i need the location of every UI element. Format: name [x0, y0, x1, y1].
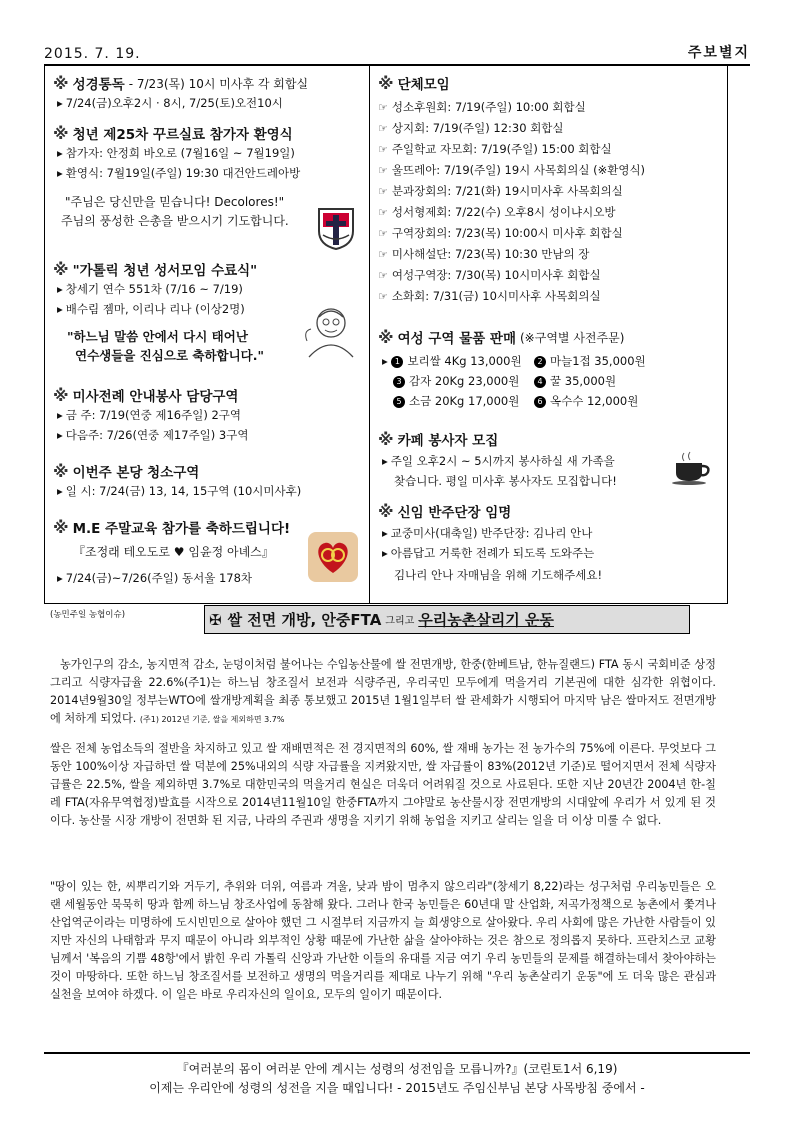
- essay-section: [44, 604, 726, 1048]
- list-item: ☞ 미사해설단: 7/23(목) 10:30 만남의 장: [378, 244, 727, 265]
- section-title: 성경통독: [72, 77, 125, 93]
- hand-pointer-icon: ☞: [378, 164, 388, 177]
- section-detail: - 7/23(목) 10시 미사후 각 회합실: [128, 76, 309, 91]
- section-title: 여성 구역 물품 판매: [397, 331, 516, 347]
- section-title: 단체모임: [397, 77, 450, 93]
- triangle-bullet-icon: ▸: [57, 96, 63, 110]
- list-item: ☞ 소화회: 7/31(금) 10시미사후 사목회의실: [378, 286, 727, 307]
- list-item: ▸ 7/24(금)~7/26(주일) 동서울 178차: [57, 571, 253, 585]
- triangle-bullet-icon: ▸: [57, 302, 63, 316]
- triangle-bullet-icon: ▸: [57, 484, 63, 498]
- group-list: [378, 97, 727, 307]
- section-title: 미사전례 안내봉사 담당구역: [72, 389, 239, 405]
- sparkle-cross-icon: ※: [53, 385, 69, 405]
- list-item: ▸ 주일 오후2시 ~ 5시까지 봉사하실 새 가족을: [382, 454, 615, 468]
- sparkle-cross-icon: ※: [53, 517, 69, 537]
- hand-pointer-icon: ☞: [378, 206, 388, 219]
- page-header: [44, 38, 750, 66]
- triangle-bullet-icon: ▸: [382, 526, 388, 540]
- list-item: ☞ 구역장회의: 7/23(목) 10:00시 미사후 회합실: [378, 223, 727, 244]
- list-item: ▸ 교중미사(대축일) 반주단장: 김나리 안나: [382, 526, 593, 540]
- section-mass-guide: [53, 385, 369, 445]
- sparkle-cross-icon: ※: [53, 259, 69, 279]
- section-groups: [378, 73, 727, 307]
- list-item: ▸ 아름답고 거룩한 전례가 되도록 도와주는: [382, 546, 595, 560]
- essay-paragraph: 농가인구의 감소, 농지면적 감소, 눈덩이처럼 불어나는 수입농산물에 쌀 전면개방, 한중(한베트남, 한뉴질랜드) FTA 동시 국회비준 상정 그리고 식량자급율 22.6%(주1)는 하느님 창조질서 보전과 식량주권, 우리국민 모두에게 먹을거리 기본권에 대한 심각한 위협이다. 2014년9월30일 정부는WTO에 쌀개방계획을 최종 통보했고 2015년 1월1일부터 쌀 관세화가 시행되어 마지막 남은 쌀마저도 전면개방에 처하게 되었다. (주1) 2012년 기준, 쌀을 제외하면 3.7%: [50, 658, 716, 725]
- section-title: M.E 주말교육 참가를 축하드립니다!: [72, 521, 291, 537]
- list-item: ▸ 참가자: 안정희 바오로 (7월16일 ~ 7월19일): [57, 146, 295, 160]
- triangle-bullet-icon: ▸: [57, 146, 63, 160]
- section-detail: (※구역별 사전주문): [520, 330, 625, 345]
- hand-pointer-icon: ☞: [378, 143, 388, 156]
- product-row: 3 감자 20Kg 23,000원 4 꿀 35,000원: [382, 371, 727, 391]
- product-row: ▸ 1 보리쌀 4Kg 13,000원 2 마늘1접 35,000원: [382, 354, 646, 368]
- quote-line: 주님의 풍성한 은총을 받으시기 기도합니다.: [61, 214, 289, 228]
- list-item: 김나리 안나 자매님을 위해 기도해주세요!: [394, 568, 603, 582]
- triangle-bullet-icon: ▸: [382, 454, 388, 468]
- coffee-cup-icon: [670, 451, 714, 485]
- sparkle-cross-icon: ※: [378, 501, 394, 521]
- right-column: [370, 65, 727, 603]
- product-row: 5 소금 20Kg 17,000원 6 옥수수 12,000원: [382, 391, 727, 411]
- essay-paragraph: 쌀은 전체 농업소득의 절반을 차지하고 있고 쌀 재배면적은 전 경지면적의 60%, 쌀 재배 농가는 전 농가수의 75%에 이른다. 무엇보다 그동안 100%이상 자급하던 쌀 덕분에 25%내외의 식량 자급률을 지켜왔지만, 쌀 자급률이 83%(2012년 기준)로 떨어지면서 전체 식량자급률은 22.5%, 쌀을 제외하면 3.7%로 대한민국의 먹을거리 현실은 더욱더 어려워질 것으로 사료된다. 또한 지난 20년간 2004년 한-칠레 FTA(자유무역협정)발효를 시작으로 2014년11월10일 한중FTA까지 그야말로 농산물시장 전면개방의 시대앞에 우리가 서 있게 된 것이다. 농산물 시장 개방이 전면화 된 지금, 나라의 주권과 생명을 지키기 위해 농업을 지키고 살리는 일을 더 이상 미룰 수 없다.: [50, 742, 716, 827]
- list-item: ☞ 여성구역장: 7/30(목) 10시미사후 회합실: [378, 265, 727, 286]
- list-item: ▸ 일 시: 7/24(금) 13, 14, 15구역 (10시미사후): [57, 484, 302, 498]
- list-item: ▸ 금 주: 7/19(연중 제16주일) 2구역: [57, 408, 242, 422]
- list-item: ☞ 울뜨레아: 7/19(주일) 19시 사목회의실 (※환영식): [378, 160, 727, 181]
- heart-icon: ♥: [173, 545, 185, 559]
- list-item: ☞ 성서형제회: 7/22(수) 오후8시 성이냐시오방: [378, 202, 727, 223]
- quote-line: "하느님 말씀 안에서 다시 태어난: [67, 329, 248, 344]
- issue-date: 2015. 7. 19.: [44, 46, 141, 62]
- list-item: ☞ 주일학교 자모회: 7/19(주일) 15:00 회합실: [378, 139, 727, 160]
- list-item: ▸ 환영식: 7월19일(주일) 19:30 대건안드레아방: [57, 166, 301, 180]
- sparkle-cross-icon: ※: [378, 327, 394, 347]
- list-item: ☞ 상지회: 7/19(주일) 12:30 회합실: [378, 118, 727, 139]
- list-item: ▸ 다음주: 7/26(연중 제17주일) 3구역: [57, 428, 249, 442]
- left-column: [45, 65, 370, 603]
- sparkle-cross-icon: ※: [378, 429, 394, 449]
- essay-tag: (농민주일 농협이슈): [50, 610, 126, 620]
- triangle-bullet-icon: ▸: [57, 571, 63, 585]
- section-title: 신임 반주단장 임명: [397, 505, 512, 521]
- hand-pointer-icon: ☞: [378, 248, 388, 261]
- footer-motto: 이제는 우리안에 성령의 성전을 지을 때입니다! - 2015년도 주임신부님 본당 사목방침 중에서 -: [149, 1081, 645, 1095]
- essay-title: ✠ 쌀 전면 개방, 안중FTA 그리고 우리농촌살리기 운동: [204, 605, 690, 634]
- section-title: 카페 봉사자 모집: [397, 433, 499, 449]
- triangle-bullet-icon: ▸: [57, 166, 63, 180]
- section-title: 이번주 본당 청소구역: [72, 465, 200, 481]
- list-item: ▸ 창세기 연수 551차 (7/16 ~ 7/19): [57, 282, 243, 296]
- publication-name: 주보별지: [687, 45, 750, 61]
- triangle-bullet-icon: ▸: [57, 408, 63, 422]
- list-item: ▸ 7/24(금)오후2시 · 8시, 7/25(토)오전10시: [57, 96, 283, 110]
- triangle-bullet-icon: ▸: [57, 282, 63, 296]
- sparkle-cross-icon: ※: [378, 73, 394, 93]
- hand-pointer-icon: ☞: [378, 122, 388, 135]
- announcements-box: [44, 64, 728, 604]
- footer: [44, 1052, 750, 1098]
- couple-names: 『조정래 테오도로 ♥ 임윤정 아녜스』: [73, 545, 274, 559]
- section-captain: [378, 501, 727, 585]
- cursillo-emblem-icon: [315, 205, 357, 251]
- list-item: ☞ 성소후원회: 7/19(주일) 10:00 회합실: [378, 97, 727, 118]
- footer-scripture: 『여러분의 몸이 여러분 안에 계시는 성령의 성전임을 모릅니까?』(코린토1서 6,19): [176, 1062, 618, 1076]
- section-title: "가톨릭 청년 성서모임 수료식": [72, 263, 258, 279]
- sparkle-cross-icon: ※: [53, 123, 69, 143]
- list-item: ▸ 배수림 젬마, 이리나 리나 (이상2명): [57, 302, 245, 316]
- section-sales: [378, 327, 727, 411]
- quote-line: "주님은 당신만을 믿습니다! Decolores!": [65, 195, 285, 209]
- hand-pointer-icon: ☞: [378, 290, 388, 303]
- me-logo-icon: [307, 531, 359, 583]
- list-item: 찾습니다. 평일 미사후 봉사자도 모집합니다!: [394, 474, 617, 488]
- triangle-bullet-icon: ▸: [57, 428, 63, 442]
- hand-pointer-icon: ☞: [378, 185, 388, 198]
- triangle-bullet-icon: ▸: [382, 546, 388, 560]
- pope-sketch-icon: [301, 301, 361, 359]
- essay-paragraph: "땅이 있는 한, 씨뿌리기와 거두기, 추위와 더위, 여름과 겨울, 낮과 밤이 멈추지 않으리라"(창세기 8,22)라는 성구처럼 우리농민들은 오랜 세월동안 묵묵히 땅과 함께 하느님 창조사업에 동참해 왔다. 그러나 한국 농민들은 60년대 말 산업화, 저곡가정책으로 농촌에서 쫓겨나 산업역군이라는 미명하에 도시빈민으로 살아야 했던 그 시절부터 지금까지 늘 희생양으로 살아왔다. 우리 사회에 많은 가난한 사람들이 있지만 자신의 나태함과 무지 때문이 아니라 외부적인 상황 때문에 가난한 삶을 살아야하는 것은 참으로 정의롭지 못하다. 프란치스코 교황님께서 '복음의 기쁨 48항'에서 밝힌 우리 가톨릭 신앙과 가난한 이들의 유대를 지금 여기 우리 농민들의 문제를 해결하는데서 찾아야하는 것이 마땅하다. 또한 하느님 창조질서를 보전하고 생명의 먹을거리를 제대로 나누기 위해 "우리 농촌살리기 운동"에 도 더욱 많은 관심과 실천을 보여야 하겠다. 이 일은 바로 우리자신의 일이요, 모두의 일이기 때문이다.: [50, 880, 716, 1001]
- section-bible-reading: [53, 73, 369, 113]
- list-item: ☞ 분과장회의: 7/21(화) 19시미사후 사목회의실: [378, 181, 727, 202]
- sparkle-cross-icon: ※: [53, 461, 69, 481]
- footnote: (주1) 2012년 기준, 쌀을 제외하면 3.7%: [139, 715, 285, 724]
- hand-pointer-icon: ☞: [378, 269, 388, 282]
- section-cleaning: [53, 461, 369, 501]
- sparkle-cross-icon: ※: [53, 73, 69, 93]
- hand-pointer-icon: ☞: [378, 101, 388, 114]
- product-list: [378, 351, 727, 411]
- section-title: 청년 제25차 꾸르실료 참가자 환영식: [72, 127, 293, 143]
- quote-line: 연수생들을 진심으로 축하합니다.": [75, 348, 265, 363]
- cross-icon: ✠: [209, 610, 222, 629]
- hand-pointer-icon: ☞: [378, 227, 388, 240]
- triangle-bullet-icon: ▸: [382, 354, 388, 368]
